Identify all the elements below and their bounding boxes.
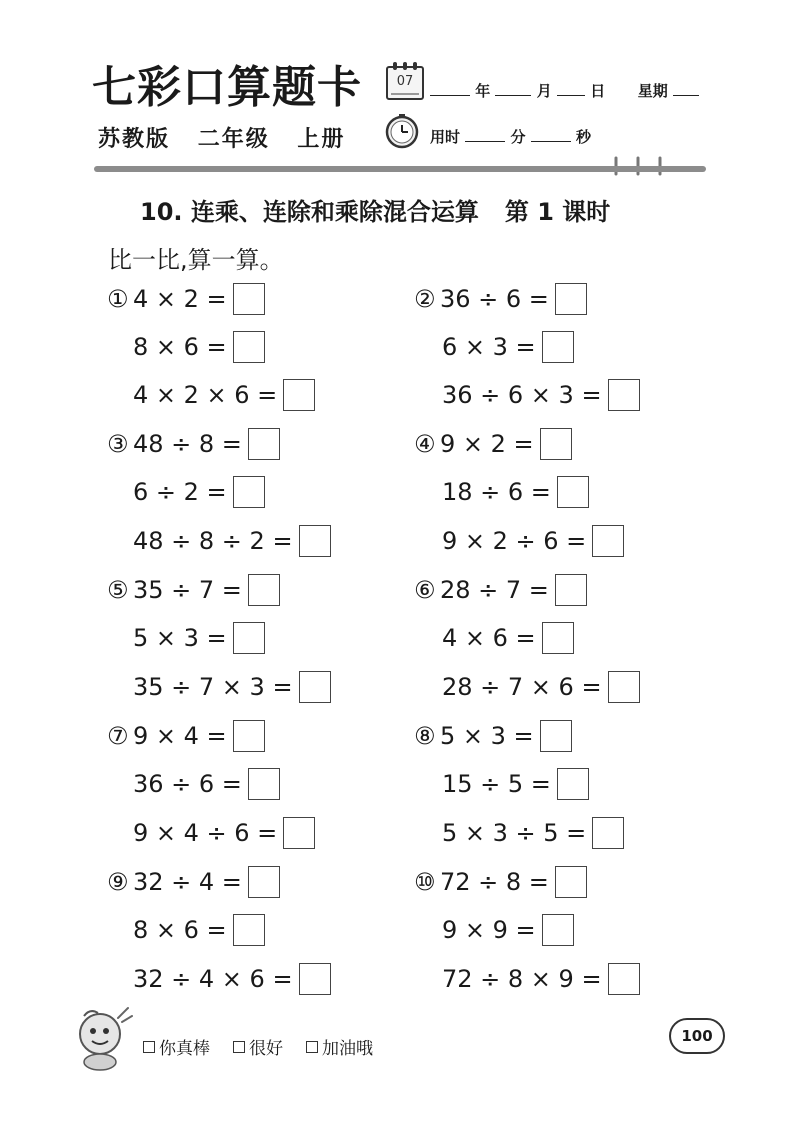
answer-box[interactable] [248,574,280,606]
answer-box[interactable] [233,622,265,654]
equation: 6 ÷ 2 = [133,478,227,506]
month-label: 月 [536,82,552,100]
answer-box[interactable] [248,768,280,800]
instruction: 比一比,算一算。 [108,246,284,274]
answer-box[interactable] [555,283,587,315]
month-blank[interactable] [495,81,531,96]
problem-4-line-2 [442,475,589,509]
answer-box[interactable] [557,476,589,508]
equation: 32 ÷ 4 × 6 = [133,965,293,993]
equation: 28 ÷ 7 = [440,576,549,604]
equation: 36 ÷ 6 = [440,285,549,313]
problem-label: ⑤ [107,576,129,604]
equation: 48 ÷ 8 = [133,430,242,458]
seconds-label: 秒 [575,128,591,146]
year-label: 年 [475,82,491,100]
weekday-label: 星期 [637,82,668,100]
problem-7-line-2 [133,767,280,801]
equation: 9 × 2 = [440,430,534,458]
calendar-icon [386,66,424,100]
lesson-period: 第 1 课时 [504,198,611,226]
rating-label: 很好 [249,1039,283,1059]
equation: 35 ÷ 7 = [133,576,242,604]
equation: 18 ÷ 6 = [442,478,551,506]
lesson-title: 10. 连乘、连除和乘除混合运算 [140,198,479,226]
equation: 8 × 6 = [133,333,227,361]
equation: 35 ÷ 7 × 3 = [133,673,293,701]
problem-2-line-2 [442,330,574,364]
problem-5-line-2 [133,621,265,655]
equation: 4 × 2 = [133,285,227,313]
problem-3-line-1 [107,427,280,461]
problem-label: ④ [414,430,436,458]
equation: 9 × 9 = [442,916,536,944]
problem-label: ⑩ [414,868,436,896]
answer-box[interactable] [608,963,640,995]
problem-7-line-3 [133,816,315,850]
problem-label: ② [414,285,436,313]
edition-info [98,122,363,153]
problem-label: ⑨ [107,868,129,896]
problem-8-line-2 [442,767,589,801]
mascot-icon [70,1004,136,1072]
problem-9-line-3 [133,962,331,996]
header-divider [94,166,706,172]
problem-label: ⑥ [414,576,436,604]
rating-keep-going[interactable] [306,1034,373,1059]
answer-box[interactable] [557,768,589,800]
problem-6-line-3 [442,670,640,704]
answer-box[interactable] [542,331,574,363]
day-blank[interactable] [557,81,585,96]
checkbox-icon[interactable] [233,1041,245,1053]
answer-box[interactable] [233,283,265,315]
equation: 5 × 3 = [440,722,534,750]
equation: 32 ÷ 4 = [133,868,242,896]
problem-3-line-2 [133,475,265,509]
equation: 6 × 3 = [442,333,536,361]
problem-2-line-3 [442,378,640,412]
answer-box[interactable] [542,914,574,946]
year-blank[interactable] [430,81,470,96]
answer-box[interactable] [299,963,331,995]
brand-title: 七彩口算题卡 [92,62,362,113]
equation: 4 × 2 × 6 = [133,381,278,409]
equation: 8 × 6 = [133,916,227,944]
problem-10-line-3 [442,962,640,996]
answer-box[interactable] [592,817,624,849]
answer-box[interactable] [233,720,265,752]
answer-box[interactable] [283,379,315,411]
problem-label: ① [107,285,129,313]
edition-volume: 上册 [297,127,346,152]
page-number: 100 [669,1018,725,1054]
edition-publisher: 苏教版 [98,127,171,152]
equation: 72 ÷ 8 × 9 = [442,965,602,993]
equation: 5 × 3 ÷ 5 = [442,819,587,847]
problem-label: ③ [107,430,129,458]
problem-1-line-2 [133,330,265,364]
answer-box[interactable] [608,671,640,703]
answer-box[interactable] [248,866,280,898]
equation: 9 × 4 ÷ 6 = [133,819,278,847]
equation: 15 ÷ 5 = [442,770,551,798]
problem-7-line-1 [107,719,265,753]
problem-4-line-1 [414,427,572,461]
weekday-blank[interactable] [673,81,699,96]
answer-box[interactable] [540,428,572,460]
rating-good[interactable] [233,1034,283,1059]
equation: 4 × 6 = [442,624,536,652]
equation: 5 × 3 = [133,624,227,652]
answer-box[interactable] [283,817,315,849]
problem-3-line-3 [133,524,331,558]
minutes-label: 分 [510,128,526,146]
time-used-label: 用时 [430,128,461,146]
lesson-heading [140,192,610,227]
problem-5-line-1 [107,573,280,607]
problem-6-line-2 [442,621,574,655]
calendar-number: 07 [396,74,414,89]
equation: 36 ÷ 6 = [133,770,242,798]
equation: 36 ÷ 6 × 3 = [442,381,602,409]
problem-1-line-3 [133,378,315,412]
minutes-blank[interactable] [465,127,505,142]
rating-label: 你真棒 [159,1039,210,1059]
answer-box[interactable] [248,428,280,460]
clock-icon [384,113,420,149]
checkbox-icon[interactable] [143,1041,155,1053]
equation: 9 × 4 = [133,722,227,750]
answer-box[interactable] [233,914,265,946]
problem-9-line-2 [133,913,265,947]
answer-box[interactable] [299,525,331,557]
problem-label: ⑦ [107,722,129,750]
answer-box[interactable] [299,671,331,703]
problem-8-line-3 [442,816,624,850]
answer-box[interactable] [555,574,587,606]
seconds-blank[interactable] [531,127,571,142]
date-line [430,80,699,101]
equation: 48 ÷ 8 ÷ 2 = [133,527,293,555]
problem-10-line-2 [442,913,574,947]
answer-box[interactable] [608,379,640,411]
equation: 9 × 2 ÷ 6 = [442,527,587,555]
problem-5-line-3 [133,670,331,704]
answer-box[interactable] [555,866,587,898]
checkbox-icon[interactable] [306,1041,318,1053]
problem-1-line-1 [107,282,265,316]
problem-9-line-1 [107,865,280,899]
rating-label: 加油哦 [322,1039,373,1059]
answer-box[interactable] [233,331,265,363]
answer-box[interactable] [233,476,265,508]
answer-box[interactable] [592,525,624,557]
answer-box[interactable] [540,720,572,752]
answer-box[interactable] [542,622,574,654]
problem-6-line-1 [414,573,587,607]
problem-4-line-3 [442,524,624,558]
problem-8-line-1 [414,719,572,753]
rating-great[interactable] [143,1034,210,1059]
edition-grade: 二年级 [197,127,270,152]
problem-10-line-1 [414,865,587,899]
day-label: 日 [590,82,606,100]
time-line [430,126,591,147]
equation: 28 ÷ 7 × 6 = [442,673,602,701]
problem-2-line-1 [414,282,587,316]
equation: 72 ÷ 8 = [440,868,549,896]
problem-label: ⑧ [414,722,436,750]
